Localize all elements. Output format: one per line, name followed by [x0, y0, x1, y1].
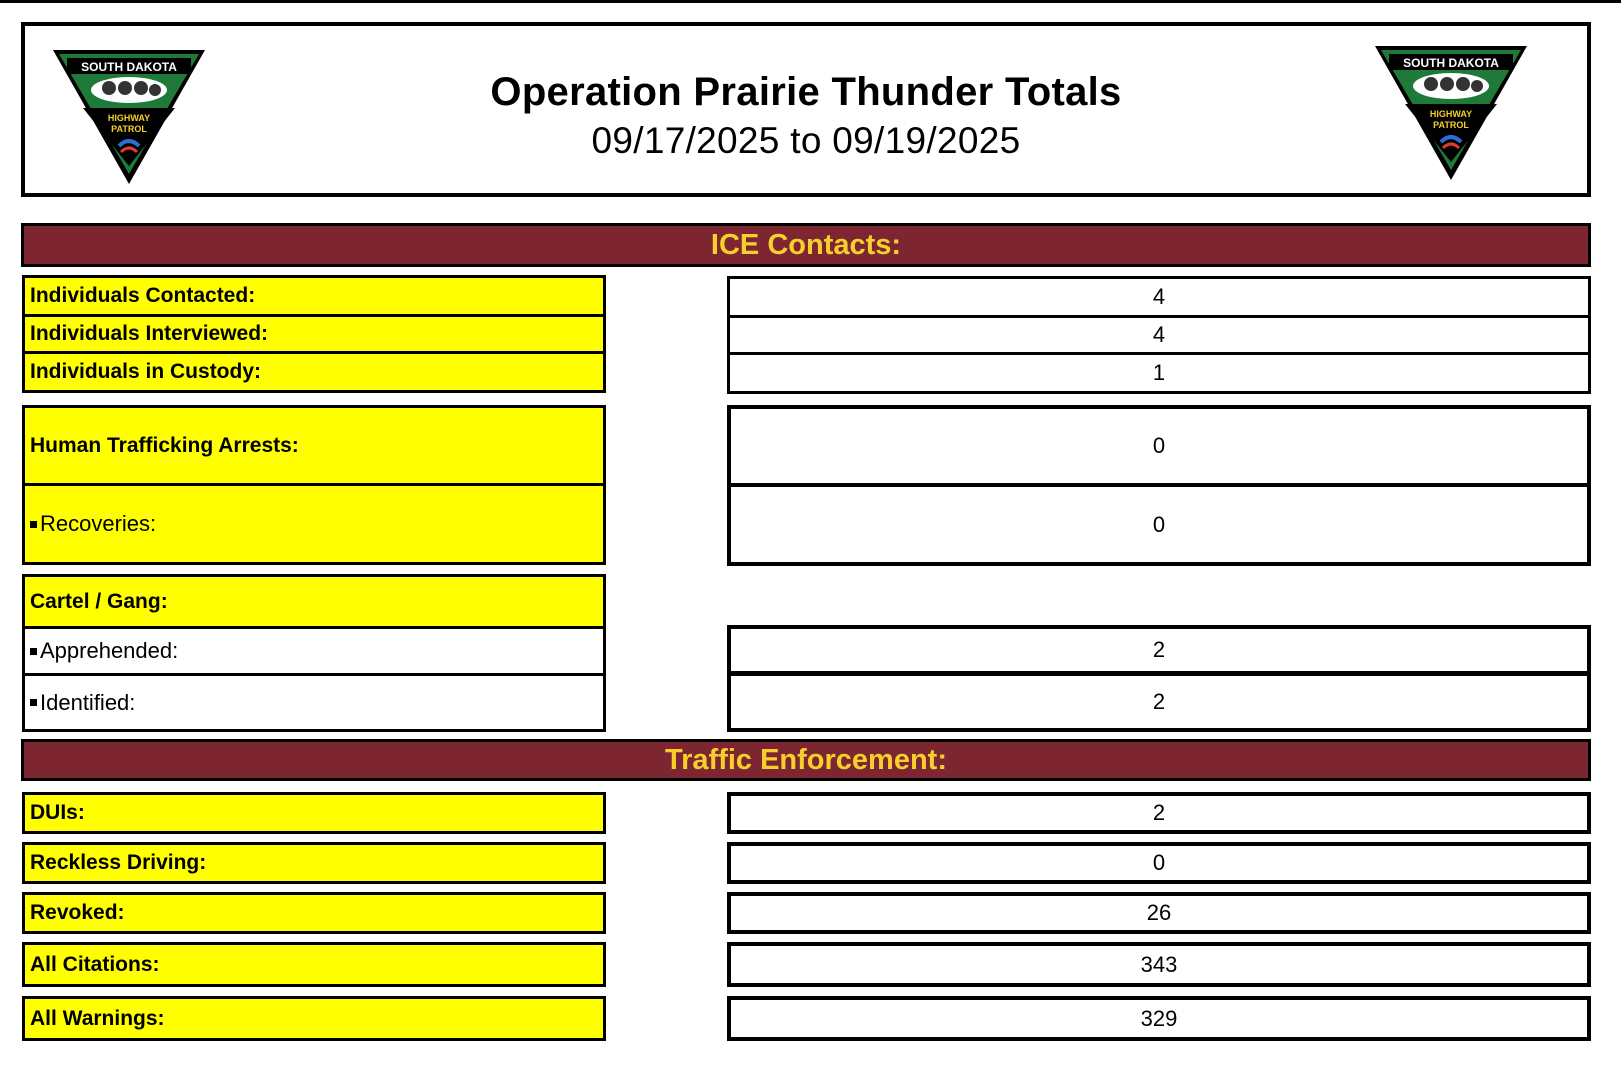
label-apprehended — [22, 626, 606, 676]
label-identified — [22, 673, 606, 732]
value-individuals-contacted: 4 — [727, 276, 1591, 318]
traffic-enforcement-heading: Traffic Enforcement: — [21, 739, 1591, 781]
value-individuals-in-custody: 1 — [727, 352, 1591, 394]
label-text: Individuals Contacted: — [30, 284, 256, 307]
patrol-badge-icon — [1371, 42, 1531, 184]
value-recoveries: 0 — [727, 483, 1591, 566]
logo-text-patrol: PATROL — [111, 124, 147, 134]
label-text: Human Trafficking Arrests: — [30, 433, 299, 457]
report-header — [21, 22, 1591, 197]
label-text: Recoveries: — [40, 511, 157, 536]
label-cartel-gang — [22, 574, 606, 629]
report-title: Operation Prairie Thunder Totals — [490, 70, 1122, 114]
logo-top-text: SOUTH DAKOTA — [1403, 56, 1499, 70]
label-recoveries — [22, 483, 606, 565]
label-individuals-interviewed — [22, 314, 606, 354]
label-text: Reckless Driving: — [30, 851, 207, 874]
label-text: DUIs: — [30, 801, 85, 824]
label-text: Revoked: — [30, 901, 125, 924]
value-duis: 2 — [727, 792, 1591, 834]
value-individuals-interviewed: 4 — [727, 315, 1591, 355]
label-text: Cartel / Gang: — [30, 589, 168, 613]
logo-top-text: SOUTH DAKOTA — [81, 60, 177, 74]
label-text: All Warnings: — [30, 1006, 165, 1030]
label-all-citations — [22, 942, 606, 987]
logo-text-highway: HIGHWAY — [107, 113, 151, 123]
bullet-icon — [30, 699, 37, 706]
label-text: Apprehended: — [40, 638, 179, 663]
label-text: Individuals Interviewed: — [30, 322, 269, 345]
logo-text-highway: HIGHWAY — [1429, 109, 1473, 119]
label-individuals-in-custody — [22, 351, 606, 393]
label-human-trafficking-arrests — [22, 405, 606, 486]
value-apprehended: 2 — [727, 625, 1591, 675]
label-text: All Citations: — [30, 952, 160, 976]
label-revoked — [22, 892, 606, 934]
value-revoked: 26 — [727, 892, 1591, 934]
highway-patrol-logo-left — [49, 46, 209, 188]
value-identified: 2 — [727, 672, 1591, 732]
label-individuals-contacted — [22, 275, 606, 317]
label-duis — [22, 792, 606, 834]
bullet-icon — [30, 521, 37, 528]
value-all-citations: 343 — [727, 942, 1591, 987]
bullet-icon — [30, 648, 37, 655]
label-text: Individuals in Custody: — [30, 360, 262, 383]
ice-contacts-heading: ICE Contacts: — [21, 223, 1591, 267]
logo-text-patrol: PATROL — [1433, 120, 1469, 130]
value-all-warnings: 329 — [727, 996, 1591, 1041]
report-date-range: 09/17/2025 to 09/19/2025 — [591, 120, 1021, 161]
patrol-badge-icon — [49, 46, 209, 188]
highway-patrol-logo-right — [1371, 42, 1531, 184]
value-reckless-driving: 0 — [727, 842, 1591, 884]
label-reckless-driving — [22, 842, 606, 884]
top-rule — [0, 0, 1621, 3]
label-all-warnings — [22, 996, 606, 1041]
value-human-trafficking-arrests: 0 — [727, 405, 1591, 487]
label-text: Identified: — [40, 689, 136, 715]
